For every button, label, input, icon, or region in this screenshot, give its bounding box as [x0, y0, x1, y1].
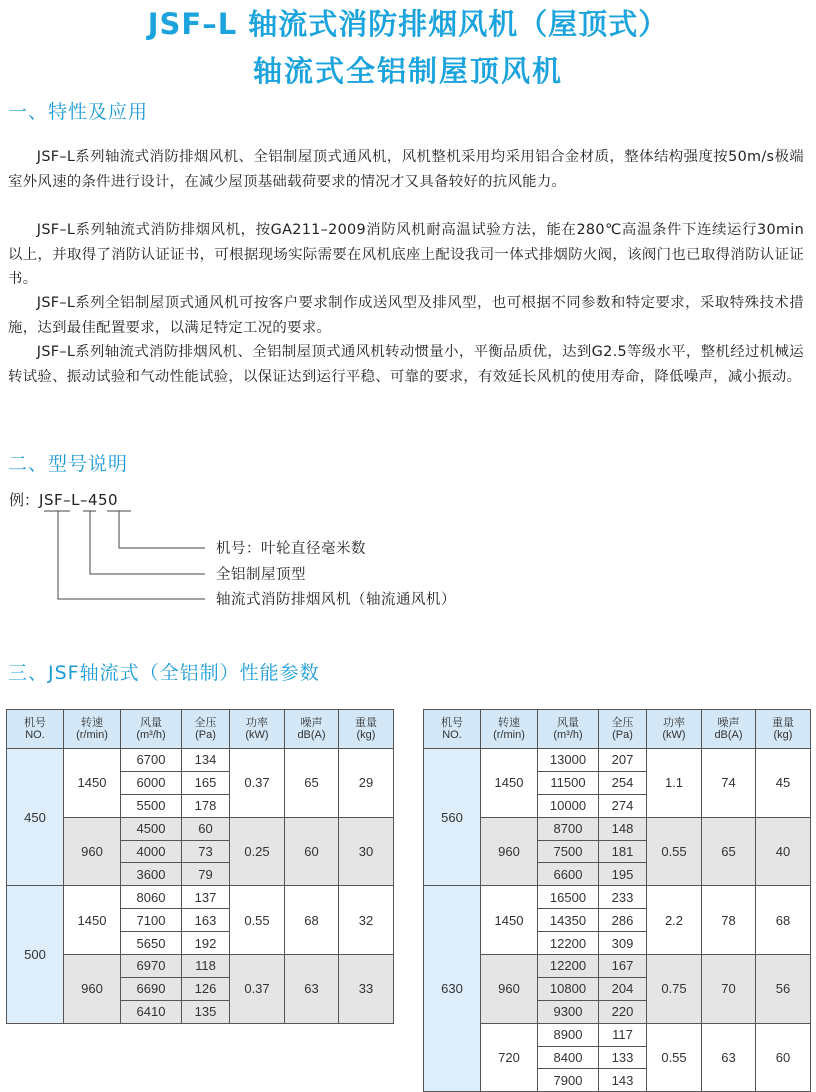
- header-noise: [702, 710, 756, 749]
- noise-cell: 65: [285, 749, 339, 818]
- pressure-cell: 60: [182, 817, 230, 840]
- pressure-cell: 73: [182, 840, 230, 863]
- header-weight: [339, 710, 394, 749]
- legend-label-number: 机号：叶轮直径毫米数: [216, 541, 366, 557]
- pressure-cell: 274: [599, 794, 647, 817]
- power-cell: 0.25: [230, 817, 285, 886]
- power-cell: 0.75: [647, 955, 702, 1024]
- pressure-cell: 309: [599, 932, 647, 955]
- pressure-cell: 163: [182, 909, 230, 932]
- pressure-cell: 137: [182, 886, 230, 909]
- header-pressure-label: 全压: [611, 717, 634, 729]
- weight-cell: 45: [756, 749, 811, 818]
- table-row: [7, 817, 394, 840]
- pressure-cell: 204: [599, 977, 647, 1000]
- airflow-cell: 8060: [121, 886, 182, 909]
- speed-cell: 1450: [481, 886, 538, 955]
- airflow-cell: 6700: [121, 749, 182, 772]
- header-model: [7, 710, 64, 749]
- power-cell: 0.55: [230, 886, 285, 955]
- airflow-cell: 6000: [121, 771, 182, 794]
- noise-cell: 68: [285, 886, 339, 955]
- paragraph-1: JSF–L系列轴流式消防排烟风机、全铝制屋顶式通风机，风机整机采用均采用铝合金材质，整体结构强度按50m/s极端室外风速的条件进行设计，在减少屋顶基础载荷要求的情况才又具备较好的抗风能力。: [8, 149, 804, 190]
- paragraph-3: JSF–L系列全铝制屋顶式通风机可按客户要求制作成送风型及排风型，也可根据不同参数和特定要求，采取特殊技术措施，达到最佳配置要求，以满足特定工况的要求。: [8, 295, 804, 336]
- pressure-cell: 207: [599, 749, 647, 772]
- table-row: [7, 886, 394, 909]
- header-power-label: 功率: [663, 717, 685, 729]
- pressure-cell: 181: [599, 840, 647, 863]
- pressure-cell: 126: [182, 977, 230, 1000]
- header-airflow-unit: (m³/h): [136, 729, 166, 741]
- weight-cell: 29: [339, 749, 394, 818]
- power-cell: 0.37: [230, 955, 285, 1024]
- power-cell: 0.37: [230, 749, 285, 818]
- speed-cell: 720: [481, 1023, 538, 1092]
- page-title: JSF–L 轴流式消防排烟风机（屋顶式）: [147, 7, 669, 41]
- paragraph-4: JSF–L系列轴流式消防排烟风机、全铝制屋顶式通风机转动惯量小，平衡品质优，达到G2.5等级水平，整机经过机械运转试验、振动试验和气动性能试验，以保证达到运行平稳、可靠的要求，有效延长风机的使用寿命，降低噪声，减小振动。: [8, 344, 804, 385]
- speed-cell: 960: [481, 955, 538, 1024]
- header-pressure-unit: (Pa): [195, 729, 216, 741]
- pressure-cell: 79: [182, 863, 230, 886]
- table-header-row: [7, 710, 394, 749]
- header-airflow: [121, 710, 182, 749]
- pressure-cell: 167: [599, 955, 647, 978]
- pressure-cell: 254: [599, 771, 647, 794]
- header-model: [424, 710, 481, 749]
- performance-table-right: [423, 709, 811, 1092]
- header-weight-label: 重量: [772, 717, 794, 729]
- speed-cell: 1450: [64, 886, 121, 955]
- airflow-cell: 14350: [538, 909, 599, 932]
- header-model-unit: NO.: [25, 729, 45, 741]
- pressure-cell: 118: [182, 955, 230, 978]
- model-number-cell: 630: [424, 886, 481, 1092]
- header-weight-label: 重量: [355, 717, 377, 729]
- noise-cell: 63: [702, 1023, 756, 1092]
- airflow-cell: 6970: [121, 955, 182, 978]
- header-model-label: 机号: [24, 717, 46, 729]
- model-number-cell: 560: [424, 749, 481, 886]
- weight-cell: 40: [756, 817, 811, 886]
- table-row: [424, 749, 811, 772]
- airflow-cell: 4500: [121, 817, 182, 840]
- pressure-cell: 233: [599, 886, 647, 909]
- header-airflow-label: 风量: [557, 717, 579, 729]
- model-example-prefix: 例：: [9, 491, 40, 509]
- model-example-code: JSF–L–450: [39, 491, 119, 509]
- speed-cell: 960: [64, 955, 121, 1024]
- airflow-cell: 13000: [538, 749, 599, 772]
- pressure-cell: 135: [182, 1000, 230, 1023]
- header-pressure-label: 全压: [194, 717, 217, 729]
- header-model-unit: NO.: [442, 729, 462, 741]
- model-number-cell: 450: [7, 749, 64, 886]
- header-weight-unit: (kg): [356, 729, 376, 741]
- header-pressure: [599, 710, 647, 749]
- speed-cell: 960: [481, 817, 538, 886]
- header-pressure-unit: (Pa): [612, 729, 633, 741]
- header-model-label: 机号: [441, 717, 463, 729]
- pressure-cell: 220: [599, 1000, 647, 1023]
- airflow-cell: 9300: [538, 1000, 599, 1023]
- header-power: [230, 710, 285, 749]
- airflow-cell: 6410: [121, 1000, 182, 1023]
- power-cell: 1.1: [647, 749, 702, 818]
- header-noise-unit: dB(A): [714, 729, 743, 741]
- leader-line-450: [119, 511, 205, 548]
- pressure-cell: 143: [599, 1069, 647, 1092]
- airflow-cell: 8700: [538, 817, 599, 840]
- perf-heading: 三、JSF轴流式（全铝制）性能参数: [8, 662, 320, 684]
- header-speed-label: 转速: [81, 717, 103, 729]
- pressure-cell: 195: [599, 863, 647, 886]
- pressure-cell: 117: [599, 1023, 647, 1046]
- noise-cell: 65: [702, 817, 756, 886]
- airflow-cell: 12200: [538, 932, 599, 955]
- header-noise-label: 噪声: [300, 717, 323, 729]
- pressure-cell: 178: [182, 794, 230, 817]
- power-cell: 2.2: [647, 886, 702, 955]
- header-noise-unit: dB(A): [297, 729, 326, 741]
- pressure-cell: 165: [182, 771, 230, 794]
- header-power-unit: (kW): [662, 729, 686, 741]
- header-power-unit: (kW): [245, 729, 269, 741]
- airflow-cell: 8900: [538, 1023, 599, 1046]
- pressure-cell: 134: [182, 749, 230, 772]
- pressure-cell: 133: [599, 1046, 647, 1069]
- noise-cell: 78: [702, 886, 756, 955]
- header-power: [647, 710, 702, 749]
- page-subtitle: 轴流式全铝制屋顶风机: [252, 54, 563, 88]
- table-row: [424, 817, 811, 840]
- airflow-cell: 6690: [121, 977, 182, 1000]
- table-header-row: [424, 710, 811, 749]
- noise-cell: 63: [285, 955, 339, 1024]
- weight-cell: 60: [756, 1023, 811, 1092]
- airflow-cell: 7500: [538, 840, 599, 863]
- features-heading: 一、特性及应用: [8, 101, 149, 123]
- header-weight: [756, 710, 811, 749]
- table-row: [424, 955, 811, 978]
- airflow-cell: 7100: [121, 909, 182, 932]
- header-speed-unit: (r/min): [493, 729, 525, 741]
- header-power-label: 功率: [246, 717, 268, 729]
- legend-label-roof-type: 全铝制屋顶型: [216, 567, 306, 583]
- pressure-cell: 148: [599, 817, 647, 840]
- airflow-cell: 4000: [121, 840, 182, 863]
- pressure-cell: 286: [599, 909, 647, 932]
- airflow-cell: 12200: [538, 955, 599, 978]
- airflow-cell: 8400: [538, 1046, 599, 1069]
- header-speed: [481, 710, 538, 749]
- performance-table-left: [6, 709, 394, 1024]
- header-noise-label: 噪声: [717, 717, 740, 729]
- header-noise: [285, 710, 339, 749]
- header-speed-label: 转速: [498, 717, 520, 729]
- speed-cell: 1450: [64, 749, 121, 818]
- noise-cell: 70: [702, 955, 756, 1024]
- model-number-cell: 500: [7, 886, 64, 1023]
- table-row: [424, 886, 811, 909]
- leader-line-l: [90, 511, 205, 574]
- leader-line-jsf: [58, 511, 205, 599]
- speed-cell: 1450: [481, 749, 538, 818]
- power-cell: 0.55: [647, 817, 702, 886]
- weight-cell: 68: [756, 886, 811, 955]
- paragraph-2: JSF–L系列轴流式消防排烟风机，按GA211–2009消防风机耐高温试验方法，能在280℃高温条件下连续运行30min以上，并取得了消防认证证书，可根据现场实际需要在风机底座上配设我司一体式排烟防火阀，该阀门也已取得消防认证证书。: [8, 222, 804, 288]
- model-heading: 二、型号说明: [8, 453, 129, 475]
- pressure-cell: 192: [182, 932, 230, 955]
- noise-cell: 74: [702, 749, 756, 818]
- airflow-cell: 11500: [538, 771, 599, 794]
- model-example: [9, 489, 118, 510]
- airflow-cell: 6600: [538, 863, 599, 886]
- airflow-cell: 10800: [538, 977, 599, 1000]
- table-row: [424, 1023, 811, 1046]
- airflow-cell: 5500: [121, 794, 182, 817]
- airflow-cell: 3600: [121, 863, 182, 886]
- power-cell: 0.55: [647, 1023, 702, 1092]
- weight-cell: 56: [756, 955, 811, 1024]
- speed-cell: 960: [64, 817, 121, 886]
- header-airflow-label: 风量: [140, 717, 162, 729]
- airflow-cell: 10000: [538, 794, 599, 817]
- header-airflow: [538, 710, 599, 749]
- header-airflow-unit: (m³/h): [553, 729, 583, 741]
- weight-cell: 32: [339, 886, 394, 955]
- header-pressure: [182, 710, 230, 749]
- weight-cell: 30: [339, 817, 394, 886]
- airflow-cell: 5650: [121, 932, 182, 955]
- airflow-cell: 16500: [538, 886, 599, 909]
- table-row: [7, 955, 394, 978]
- airflow-cell: 7900: [538, 1069, 599, 1092]
- legend-label-fan-type: 轴流式消防排烟风机（轴流通风机）: [216, 592, 456, 608]
- header-weight-unit: (kg): [773, 729, 793, 741]
- table-row: [7, 749, 394, 772]
- weight-cell: 33: [339, 955, 394, 1024]
- noise-cell: 60: [285, 817, 339, 886]
- header-speed-unit: (r/min): [76, 729, 108, 741]
- header-speed: [64, 710, 121, 749]
